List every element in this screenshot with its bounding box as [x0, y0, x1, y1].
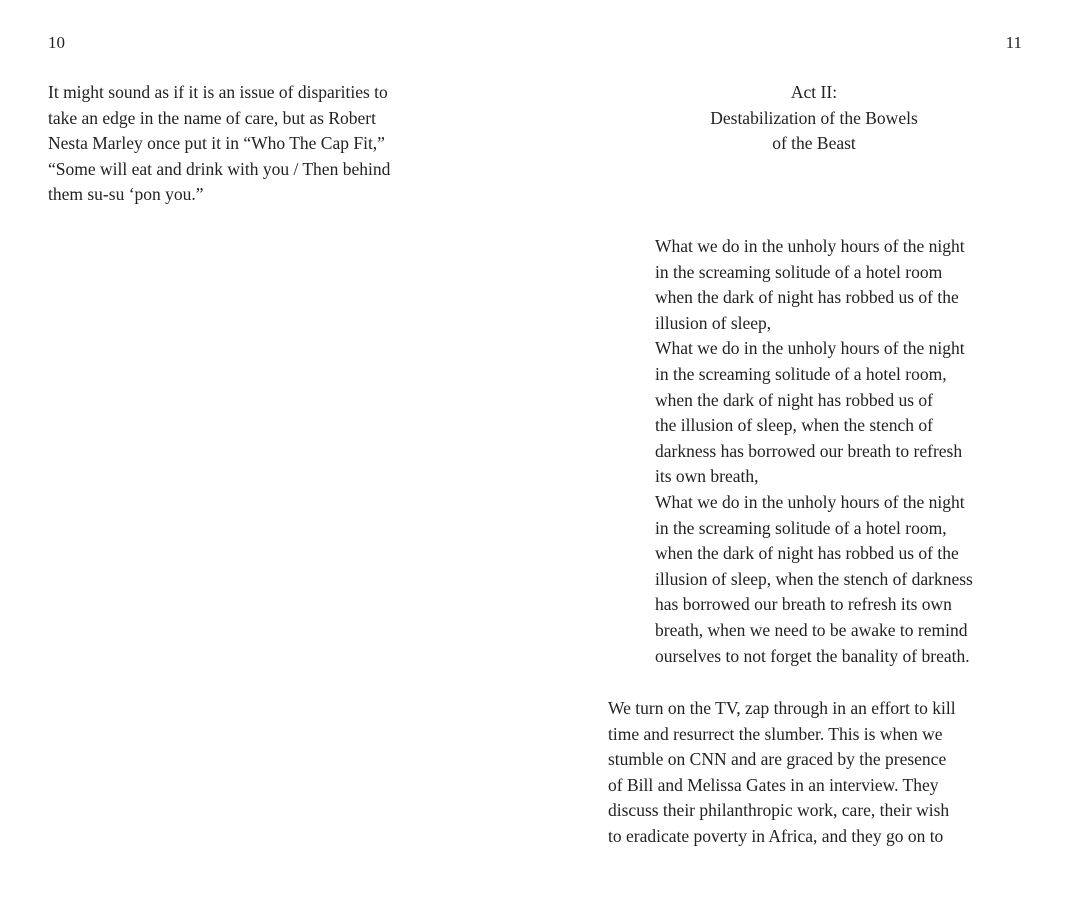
page-number-left: 10 [48, 33, 65, 52]
text-line: time and resurrect the slumber. This is when we [608, 723, 943, 744]
text-line: ourselves to not forget the banality of breath. [655, 645, 970, 666]
text-line: when the dark of night has robbed us of the [655, 543, 959, 564]
text-line: illusion of sleep, when the stench of darkness [655, 568, 973, 589]
text-line: “Some will eat and drink with you / Then behind [48, 158, 391, 179]
poem-block [655, 234, 1035, 669]
right-page-paragraph [608, 696, 1028, 850]
text-line: What we do in the unholy hours of the night [655, 236, 965, 256]
text-line: What we do in the unholy hours of the night [655, 338, 965, 359]
text-line: What we do in the unholy hours of the night [655, 491, 965, 512]
text-line: Act II: [790, 82, 838, 102]
left-page-paragraph [48, 80, 478, 208]
text-line: discuss their philanthropic work, care, their wish [608, 800, 950, 821]
text-line: take an edge in the name of care, but as Robert [48, 107, 376, 128]
text-line: Nesta Marley once put it in “Who The Cap Fit,” [48, 133, 385, 154]
text-line: illusion of sleep, [655, 312, 772, 333]
text-line: the illusion of sleep, when the stench of [655, 415, 933, 436]
page-number-right: 11 [1005, 33, 1022, 52]
text-line: of Bill and Melissa Gates in an interview. They [608, 774, 939, 795]
text-line: darkness has borrowed our breath to refresh [655, 440, 963, 461]
text-line: of the Beast [772, 133, 856, 154]
text-line: We turn on the TV, zap through in an effort to kill [608, 698, 956, 718]
act-heading [608, 80, 1020, 157]
text-line: It might sound as if it is an issue of disparities to [48, 82, 388, 102]
text-line: them su-su ‘pon you.” [48, 184, 204, 205]
text-line: in the screaming solitude of a hotel room, [655, 517, 947, 538]
text-line: when the dark of night has robbed us of [655, 389, 933, 410]
text-line: stumble on CNN and are graced by the presence [608, 749, 947, 770]
text-line: Destabilization of the Bowels [710, 107, 918, 128]
text-line: in the screaming solitude of a hotel room [655, 261, 943, 282]
text-line: when the dark of night has robbed us of the [655, 287, 959, 308]
text-line: has borrowed our breath to refresh its own [655, 594, 952, 615]
text-line: its own breath, [655, 466, 759, 487]
text-line: breath, when we need to be awake to remind [655, 619, 968, 640]
text-line: to eradicate poverty in Africa, and they go on to [608, 825, 944, 846]
text-line: in the screaming solitude of a hotel room, [655, 363, 947, 384]
